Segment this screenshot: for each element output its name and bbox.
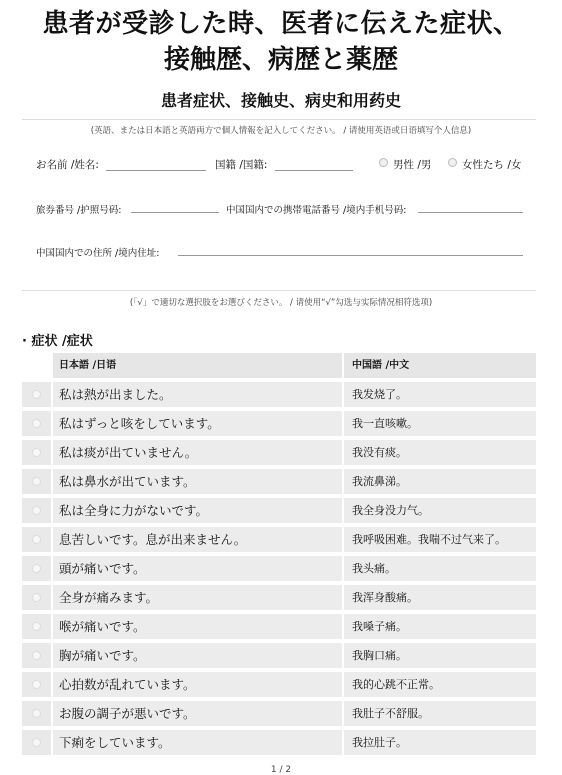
table-row [22,382,536,407]
checkbox-circle-icon[interactable] [32,448,41,457]
symptom-zh: 我一直咳嗽。 [344,411,536,436]
table-row [22,614,536,639]
checkmark-note: (「√」で適切な選択肢をお選びください。 / 请使用“√”勾选与实际情况相符选项) [129,298,433,308]
divider [22,290,536,291]
checkbox-circle-icon[interactable] [32,419,41,428]
checkbox-circle-icon[interactable] [32,651,41,660]
checkbox-circle-icon[interactable] [32,535,41,544]
info-note: (英語、または日本語と英語両方で個人情報を記入してください。 / 请使用英语或日语填写个人信息) [90,126,472,136]
checkbox-circle-icon[interactable] [32,564,41,573]
row-checkbox[interactable] [22,382,51,407]
table-row [22,556,536,581]
symptom-zh: 我全身没力气。 [344,498,536,523]
divider [22,119,536,120]
symptom-ja: 心拍数が乱れています。 [53,672,342,697]
passport-label: 旅券番号 /护照号码: [36,205,122,216]
phone-label: 中国国内での携帯電話番号 /境内手机号码: [226,205,407,216]
table-row [22,527,536,552]
name-label: お名前 /姓名: [36,159,99,171]
checkbox-circle-icon[interactable] [32,593,41,602]
symptom-zh: 我的心跳不正常。 [344,672,536,697]
female-label: 女性たち /女 [462,159,522,171]
symptom-zh: 我嗓子痛。 [344,614,536,639]
nationality-label: 国籍 /国籍: [215,159,268,171]
symptoms-table [22,353,536,759]
checkbox-circle-icon[interactable] [32,506,41,515]
symptom-zh: 我浑身酸痛。 [344,585,536,610]
checkbox-circle-icon[interactable] [32,738,41,747]
symptom-zh: 我发烧了。 [344,382,536,407]
page-title-line2: 接触歴、病歴と薬歴 [163,45,398,75]
female-radio[interactable] [448,158,457,167]
page-title-line1: 患者が受診した時、医者に伝えた症状、 [42,9,520,39]
checkbox-circle-icon[interactable] [32,477,41,486]
symptom-zh: 我拉肚子。 [344,730,536,755]
row-checkbox[interactable] [22,701,51,726]
row-checkbox[interactable] [22,527,51,552]
table-row [22,701,536,726]
symptom-zh: 我头痛。 [344,556,536,581]
table-row [22,585,536,610]
header-zh: 中国語 /中文 [344,353,536,378]
row-checkbox[interactable] [22,672,51,697]
checkbox-circle-icon[interactable] [32,680,41,689]
row-checkbox[interactable] [22,411,51,436]
table-row [22,411,536,436]
symptom-zh: 我胸口痛。 [344,643,536,668]
row-checkbox[interactable] [22,469,51,494]
row-checkbox[interactable] [22,585,51,610]
symptom-zh: 我肚子不舒服。 [344,701,536,726]
checkbox-circle-icon[interactable] [32,390,41,399]
table-header [22,353,536,378]
section-title-symptoms: · 症状 /症状 [22,334,93,349]
header-ja: 日本語 /日语 [53,353,342,378]
page-number: 1 / 2 [270,765,292,775]
symptom-ja: 私は痰が出ていません。 [53,440,342,465]
symptom-ja: 頭が痛いです。 [53,556,342,581]
address-label: 中国国内での住所 /境内住址: [36,248,160,259]
nationality-field[interactable] [275,170,353,171]
table-row [22,672,536,697]
checkbox-circle-icon[interactable] [32,622,41,631]
symptom-ja: 全身が痛みます。 [53,585,342,610]
symptom-zh: 我流鼻涕。 [344,469,536,494]
symptom-ja: 私はずっと咳をしています。 [53,411,342,436]
row-checkbox[interactable] [22,643,51,668]
symptom-ja: 私は鼻水が出ています。 [53,469,342,494]
male-radio[interactable] [379,158,388,167]
row-checkbox[interactable] [22,498,51,523]
table-row [22,643,536,668]
symptom-zh: 我呼吸困难。我喘不过气来了。 [344,527,536,552]
table-row [22,498,536,523]
symptom-ja: 胸が痛いです。 [53,643,342,668]
male-label: 男性 /男 [393,159,432,171]
phone-field[interactable] [418,212,523,213]
row-checkbox[interactable] [22,614,51,639]
row-checkbox[interactable] [22,730,51,755]
symptom-ja: 喉が痛いです。 [53,614,342,639]
symptom-zh: 我没有痰。 [344,440,536,465]
checkbox-circle-icon[interactable] [32,709,41,718]
row-checkbox[interactable] [22,556,51,581]
symptom-ja: 息苦しいです。息が出来ません。 [53,527,342,552]
row-checkbox[interactable] [22,440,51,465]
page-subtitle: 患者症状、接触史、病史和用药史 [160,91,401,110]
name-field[interactable] [106,170,206,171]
symptom-ja: 下痢をしています。 [53,730,342,755]
table-row [22,730,536,755]
symptom-ja: 私は全身に力がないです。 [53,498,342,523]
symptom-ja: 私は熱が出ました。 [53,382,342,407]
passport-field[interactable] [131,212,219,213]
address-field[interactable] [178,255,523,256]
symptom-ja: お腹の調子が悪いです。 [53,701,342,726]
table-row [22,469,536,494]
table-row [22,440,536,465]
